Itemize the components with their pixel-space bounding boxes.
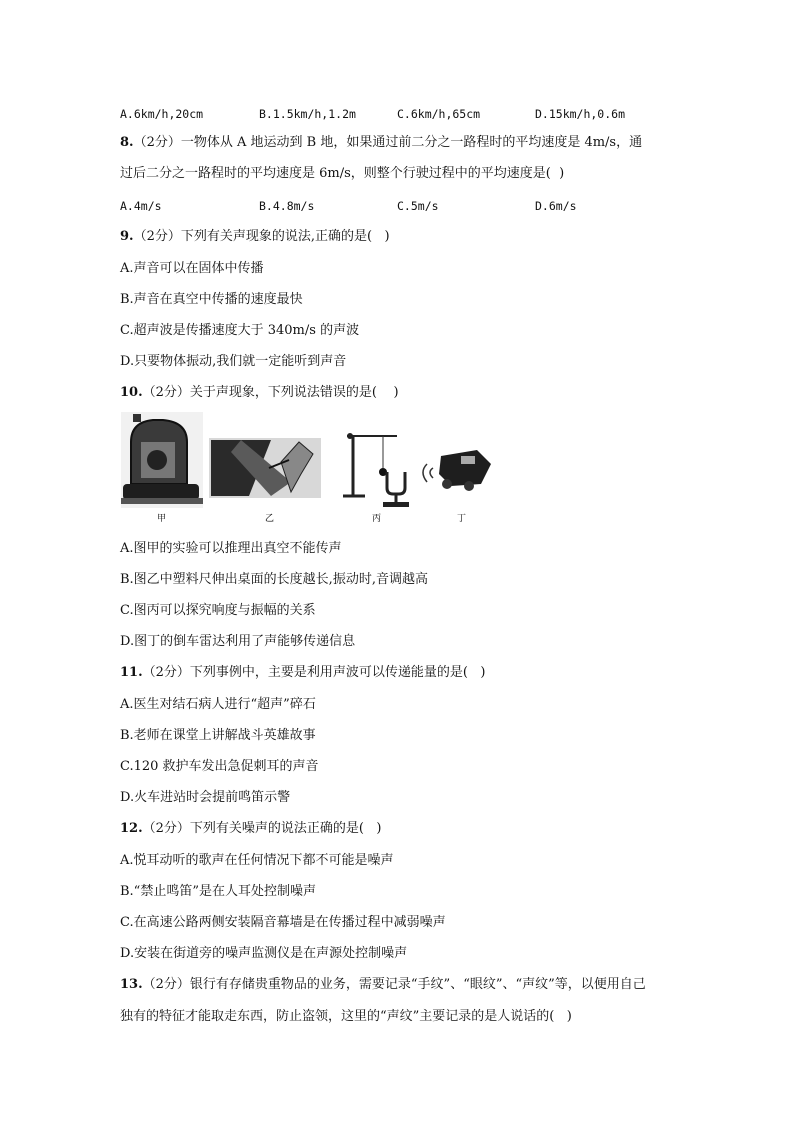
q9-number: 9. — [120, 229, 134, 244]
figure-label-yi: 乙 — [265, 514, 275, 524]
q13-text-line1: （2分）银行有存储贵重物品的业务，需要记录“手纹”、“眼纹”、“声纹”等，以便用自己 — [142, 977, 646, 992]
q7-option-c: C.6km/h,65cm — [397, 107, 481, 121]
q9-text: （2分）下列有关声现象的说法,正确的是( ) — [133, 229, 390, 244]
q8-option-b: B.4.8m/s — [259, 199, 315, 213]
q8-option-d: D.6m/s — [535, 199, 577, 213]
q10-number: 10. — [120, 385, 143, 400]
q8-option-a: A.4m/s — [120, 199, 162, 213]
figure-jia-bell-jar — [121, 412, 203, 508]
q10-option-a: A.图甲的实验可以推理出真空不能传声 — [120, 541, 342, 556]
q13-number: 13. — [120, 977, 143, 992]
q12-option-b: B.“禁止鸣笛”是在人耳处控制噪声 — [120, 884, 316, 899]
figure-label-bing: 丙 — [372, 514, 382, 524]
q13-stem-line2: 独有的特征才能取走东西，防止盗领，这里的“声纹”主要记录的是人说话的( ) — [120, 1009, 572, 1024]
q8-stem-line1 — [120, 135, 642, 151]
q9-option-a: A.声音可以在固体中传播 — [120, 261, 264, 276]
q11-option-d: D.火车进站时会提前鸣笛示警 — [120, 790, 291, 805]
q10-text: （2分）关于声现象，下列说法错误的是( ) — [142, 385, 399, 400]
q7-option-b: B.1.5km/h,1.2m — [259, 107, 356, 121]
q9-option-c: C.超声波是传播速度大于 340m/s 的声波 — [120, 323, 360, 338]
q10-figure — [121, 412, 501, 524]
q12-option-c: C.在高速公路两侧安装隔音幕墙是在传播过程中减弱噪声 — [120, 915, 446, 930]
q8-stem-line2: 过后二分之一路程时的平均速度是 6m/s，则整个行驶过程中的平均速度是( ) — [120, 166, 565, 181]
q10-option-d: D.图丁的倒车雷达利用了声能够传递信息 — [120, 634, 356, 649]
q12-option-a: A.悦耳动听的歌声在任何情况下都不可能是噪声 — [120, 853, 394, 868]
figure-bing-tuning-fork — [343, 433, 409, 507]
q12-text: （2分）下列有关噪声的说法正确的是( ) — [142, 821, 382, 836]
q8-number: 8. — [120, 135, 134, 150]
q11-option-b: B.老师在课堂上讲解战斗英雄故事 — [120, 728, 316, 743]
q12-number: 12. — [120, 821, 143, 836]
q9-option-d: D.只要物体振动,我们就一定能听到声音 — [120, 354, 347, 369]
figure-ding-reversing-radar — [423, 450, 491, 491]
figure-yi-ruler — [209, 438, 321, 498]
q12-option-d: D.安装在街道旁的噪声监测仪是在声源处控制噪声 — [120, 946, 408, 961]
q7-option-a: A.6km/h,20cm — [120, 107, 204, 121]
q8-text-line1: （2分）一物体从 A 地运动到 B 地，如果通过前二分之一路程时的平均速度是 4m/s，通 — [133, 135, 643, 150]
figure-label-jia: 甲 — [157, 514, 167, 524]
q9-stem — [120, 229, 390, 245]
q11-option-c: C.120 救护车发出急促刺耳的声音 — [120, 759, 319, 774]
q11-option-a: A.医生对结石病人进行“超声”碎石 — [120, 697, 316, 712]
q12-stem — [120, 821, 381, 837]
q11-stem — [120, 665, 485, 681]
q10-option-c: C.图丙可以探究响度与振幅的关系 — [120, 603, 316, 618]
q11-number: 11. — [120, 665, 143, 680]
q13-stem-line1 — [120, 977, 646, 993]
q8-option-c: C.5m/s — [397, 199, 439, 213]
q9-option-b: B.声音在真空中传播的速度最快 — [120, 292, 303, 307]
q11-text: （2分）下列事例中，主要是利用声波可以传递能量的是( ) — [142, 665, 486, 680]
q10-option-b: B.图乙中塑料尺伸出桌面的长度越长,振动时,音调越高 — [120, 572, 428, 587]
q10-stem — [120, 385, 399, 401]
figure-label-ding: 丁 — [457, 514, 467, 524]
q7-option-d: D.15km/h,0.6m — [535, 107, 626, 121]
